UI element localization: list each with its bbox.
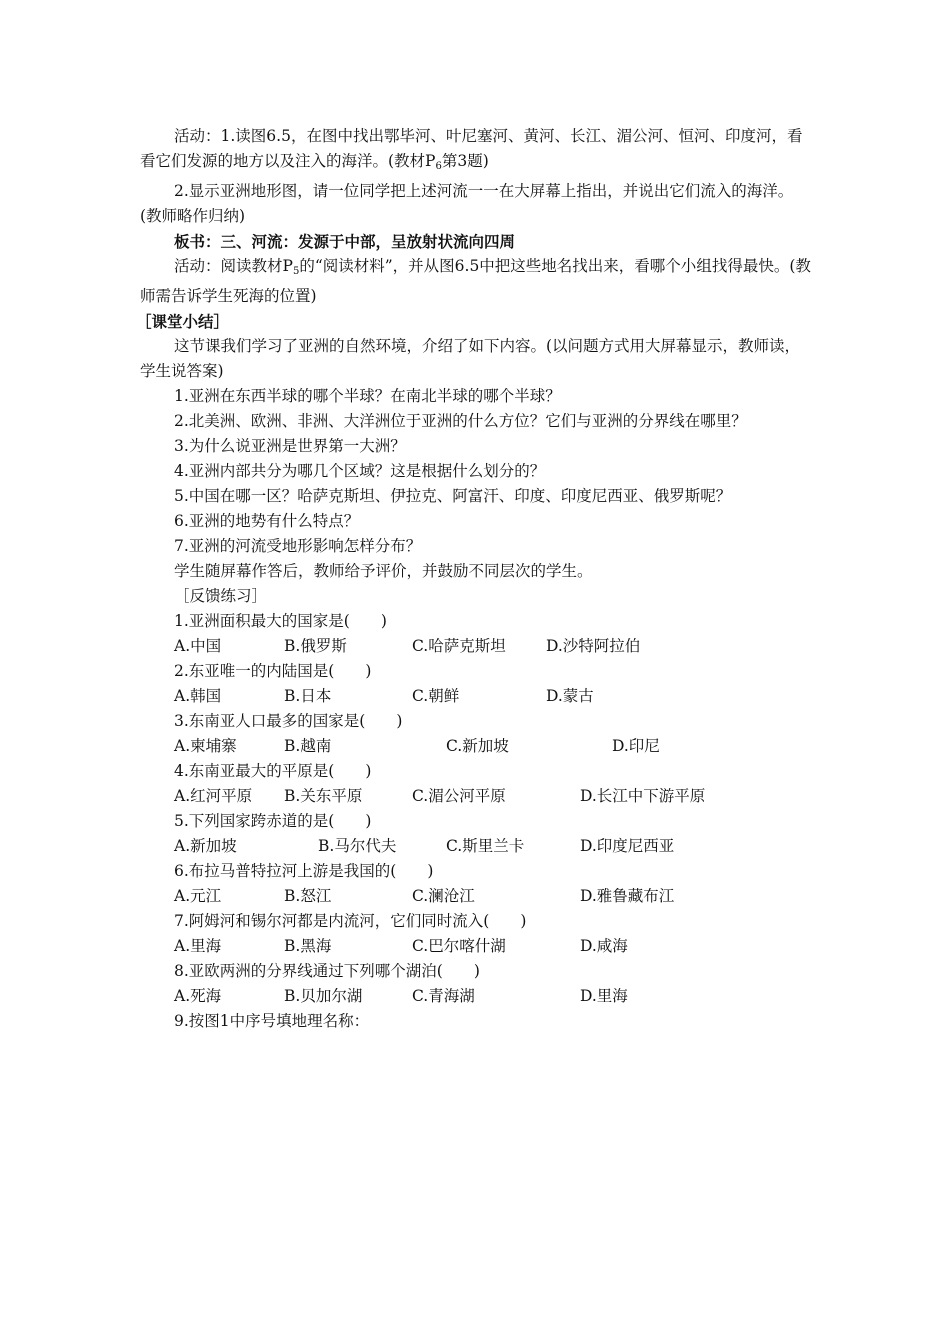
exercise-options xyxy=(140,984,812,1009)
exercise-option[interactable]: D.印尼 xyxy=(612,737,660,755)
exercise-option[interactable]: C.朝鲜 xyxy=(412,687,460,705)
exercise-option[interactable]: D.咸海 xyxy=(580,937,628,955)
exercise-options xyxy=(140,784,812,809)
exercise-heading: ［反馈练习］ xyxy=(174,587,268,605)
exercise-question: 6.布拉马普特拉河上游是我国的( ) xyxy=(174,862,434,880)
activity-3-subscript: 5 xyxy=(292,266,300,277)
exercise-option[interactable]: B.俄罗斯 xyxy=(284,637,347,655)
exercise-option[interactable]: A.死海 xyxy=(174,987,222,1005)
exercise-option[interactable]: D.里海 xyxy=(580,987,628,1005)
exercise-options xyxy=(140,734,812,759)
exercise-option[interactable]: C.巴尔喀什湖 xyxy=(412,937,506,955)
exercise-option[interactable]: A.柬埔寨 xyxy=(174,737,237,755)
exercise-option[interactable]: A.新加坡 xyxy=(174,837,237,855)
exercise-option[interactable]: C.青海湖 xyxy=(412,987,475,1005)
board-note: 板书：三、河流：发源于中部，呈放射状流向四周 xyxy=(174,232,516,251)
exercise-option[interactable]: C.澜沧江 xyxy=(412,887,475,905)
exercise-option[interactable]: D.雅鲁藏布江 xyxy=(580,887,675,905)
activity-3 xyxy=(140,254,812,309)
last-question: 9.按图1中序号填地理名称： xyxy=(174,1012,370,1030)
exercise-option[interactable]: C.湄公河平原 xyxy=(412,787,506,805)
activity-3-text-end: 的“阅读材料”，并从图6.5中把这些地名找出来，看哪个小组找得最快。(教师需告诉学生死海的位置) xyxy=(140,257,811,305)
exercise-option[interactable]: A.元江 xyxy=(174,887,222,905)
exercise-options xyxy=(140,634,812,659)
exercise-options xyxy=(140,684,812,709)
exercise-option[interactable]: D.长江中下游平原 xyxy=(580,787,706,805)
exercise-option[interactable]: C.新加坡 xyxy=(446,737,509,755)
exercise-option[interactable]: B.关东平原 xyxy=(284,787,363,805)
exercise-options xyxy=(140,884,812,909)
exercise-question: 4.东南亚最大的平原是( ) xyxy=(174,762,372,780)
summary-question: 7.亚洲的河流受地形影响怎样分布？ xyxy=(174,537,422,555)
exercise-option[interactable]: B.黑海 xyxy=(284,937,332,955)
summary-question-list xyxy=(140,384,812,559)
activity-1 xyxy=(140,124,812,179)
exercise-question: 5.下列国家跨赤道的是( ) xyxy=(174,812,372,830)
exercise-option[interactable]: B.日本 xyxy=(284,687,332,705)
exercise-option[interactable]: A.红河平原 xyxy=(174,787,253,805)
document-body xyxy=(136,124,812,1034)
exercise-option[interactable]: B.马尔代夫 xyxy=(318,837,397,855)
summary-outro: 学生随屏幕作答后，教师给予评价，并鼓励不同层次的学生。 xyxy=(174,562,593,580)
exercise-options xyxy=(140,934,812,959)
exercise-option[interactable]: A.韩国 xyxy=(174,687,222,705)
exercise-option[interactable]: C.斯里兰卡 xyxy=(446,837,525,855)
exercise-option[interactable]: D.沙特阿拉伯 xyxy=(546,637,641,655)
exercise-option[interactable]: A.里海 xyxy=(174,937,222,955)
activity-1-text-end: 第3题) xyxy=(441,152,489,170)
exercise-list xyxy=(140,609,812,1009)
exercise-question: 8.亚欧两洲的分界线通过下列哪个湖泊( ) xyxy=(174,962,480,980)
exercise-option[interactable]: B.贝加尔湖 xyxy=(284,987,363,1005)
exercise-option[interactable]: A.中国 xyxy=(174,637,222,655)
activity-3-text: 活动：阅读教材P xyxy=(174,257,293,275)
summary-intro: 这节课我们学习了亚洲的自然环境，介绍了如下内容。(以问题方式用大屏幕显示，教师读，学生说答案) xyxy=(140,337,801,380)
activity-2: 2.显示亚洲地形图，请一位同学把上述河流一一在大屏幕上指出，并说出它们流入的海洋。(教师略作归纳) xyxy=(140,182,794,225)
activity-1-text: 活动：1.读图6.5，在图中找出鄂毕河、叶尼塞河、黄河、长江、湄公河、恒河、印度河，看看它们发源的地方以及注入的海洋。(教材P xyxy=(140,127,803,170)
summary-question: 3.为什么说亚洲是世界第一大洲？ xyxy=(174,437,406,455)
summary-question: 6.亚洲的地势有什么特点？ xyxy=(174,512,360,530)
summary-heading: ［课堂小结］ xyxy=(136,312,230,331)
exercise-question: 2.东亚唯一的内陆国是( ) xyxy=(174,662,372,680)
exercise-question: 3.东南亚人口最多的国家是( ) xyxy=(174,712,403,730)
exercise-option[interactable]: D.印度尼西亚 xyxy=(580,837,675,855)
exercise-option[interactable]: D.蒙古 xyxy=(546,687,594,705)
exercise-question: 1.亚洲面积最大的国家是( ) xyxy=(174,612,387,630)
summary-question: 2.北美洲、欧洲、非洲、大洋洲位于亚洲的什么方位？它们与亚洲的分界线在哪里？ xyxy=(174,412,747,430)
summary-question: 4.亚洲内部共分为哪几个区域？这是根据什么划分的？ xyxy=(174,462,546,480)
exercise-option[interactable]: C.哈萨克斯坦 xyxy=(412,637,506,655)
summary-question: 1.亚洲在东西半球的哪个半球？在南北半球的哪个半球？ xyxy=(174,387,561,405)
exercise-option[interactable]: B.怒江 xyxy=(284,887,332,905)
exercise-option[interactable]: B.越南 xyxy=(284,737,332,755)
summary-question: 5.中国在哪一区？哈萨克斯坦、伊拉克、阿富汗、印度、印度尼西亚、俄罗斯呢？ xyxy=(174,487,732,505)
activity-1-subscript: 6 xyxy=(435,161,442,172)
exercise-question: 7.阿姆河和锡尔河都是内流河，它们同时流入( ) xyxy=(174,912,527,930)
exercise-options xyxy=(140,834,812,859)
